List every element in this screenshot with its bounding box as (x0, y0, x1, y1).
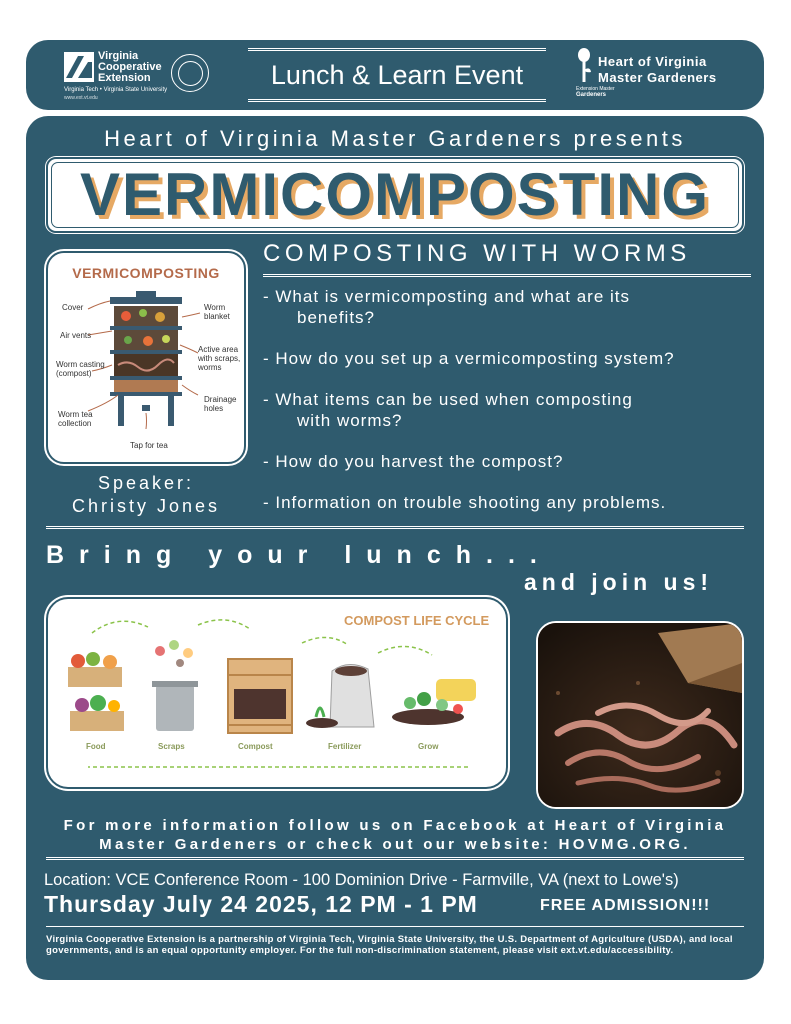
section-divider (46, 926, 744, 927)
title-box (46, 157, 744, 233)
worms-in-soil-photo (536, 621, 744, 809)
label-blanket: Worm blanket (204, 303, 230, 321)
topic-text: - How do you harvest the compost? (263, 452, 564, 471)
bring-lunch-text: Bring your lunch... (46, 541, 552, 569)
topic-item (263, 348, 763, 369)
follow-line: Master Gardeners or check out our website: HOVMG.ORG. (99, 836, 691, 853)
topic-item (263, 451, 763, 472)
label-worm-casting: Worm casting (compost) (56, 360, 105, 378)
label-worm-tea: Worm tea collection (58, 410, 93, 428)
subtitle: COMPOSTING WITH WORMS (263, 240, 751, 277)
stage-label: Food (86, 742, 106, 751)
stage-label: Compost (238, 742, 273, 751)
topic-item (263, 286, 763, 328)
topic-item (263, 389, 763, 431)
label-active-area: Active area with scraps, worms (198, 345, 241, 372)
vce-logo-sub: Virginia Tech • Virginia State University (64, 87, 168, 93)
section-divider (46, 857, 744, 861)
vce-logo-mark-icon (64, 52, 94, 82)
worm-bin-diagram (46, 251, 246, 464)
stage-label: Fertilizer (328, 742, 362, 751)
topic-text: - Information on trouble shooting any problems. (263, 493, 667, 512)
date-time-text: Thursday July 24 2025, 12 PM - 1 PM (44, 891, 478, 917)
hovmg-mark-small: Extension Master (576, 86, 615, 92)
label-cover: Cover (62, 303, 84, 312)
event-title: Lunch & Learn Event (270, 60, 524, 90)
topic-text: - What is vermicomposting and what are its (263, 287, 631, 306)
diagram-title: VERMICOMPOSTING (72, 265, 220, 281)
compost-life-cycle-diagram (46, 597, 508, 789)
speaker-label: Speaker: (97, 473, 195, 493)
topic-text: - How do you set up a vermicomposting system? (263, 349, 675, 368)
admission-text: FREE ADMISSION!!! (540, 897, 711, 914)
main-title: VERMICOMPOSTING (79, 161, 711, 228)
label-air-vents: Air vents (60, 331, 92, 340)
compost-cycle-illustration-icon (48, 599, 506, 787)
presenter-line: Heart of Virginia Master Gardeners presents (104, 126, 686, 151)
leaf-figure-icon (576, 48, 592, 84)
topic-item (263, 492, 763, 513)
event-title-frame (248, 48, 546, 102)
hovmg-name-line2: Master Gardeners (598, 70, 717, 85)
follow-line: For more information follow us on Facebook at Heart of Virginia (63, 817, 727, 834)
worms-in-soil-image-icon (538, 623, 742, 807)
location-text: Location: VCE Conference Room - 100 Dominion Drive - Farmville, VA (next to Lowe's) (44, 871, 679, 889)
speaker-block (46, 472, 246, 518)
hovmg-mark-label: Gardeners (576, 92, 607, 98)
label-drainage: Drainage holes (204, 395, 237, 413)
hovmg-name-line1: Heart of Virginia (598, 54, 707, 69)
stage-label: Scraps (158, 742, 185, 751)
stage-label: Grow (418, 742, 439, 751)
vce-logo-url: www.ext.vt.edu (64, 95, 98, 101)
hovmg-logo (576, 48, 758, 104)
topic-list (263, 286, 763, 533)
cycle-title: COMPOST LIFE CYCLE (344, 613, 490, 628)
follow-us-text (26, 816, 764, 854)
hovmg-name (598, 54, 717, 86)
header-banner (26, 40, 764, 110)
join-us-text: and join us! (524, 569, 714, 595)
disclaimer-text: Virginia Cooperative Extension is a partnership of Virginia Tech, Virginia State University, the U.S. Department of Agriculture (USDA), and local governments, and is an equal opportunity employer. For the full non-discrimination statement, please visit ext.vt.edu/accessibility. (46, 934, 733, 956)
topic-text-cont: benefits? (297, 308, 375, 327)
section-divider (46, 526, 744, 530)
label-tap: Tap for tea (130, 441, 168, 450)
vce-logo-name: Virginia Cooperative Extension (98, 50, 162, 84)
topic-text-cont: with worms? (297, 411, 403, 430)
speaker-name: Christy Jones (71, 496, 221, 516)
topic-text: - What items can be used when composting (263, 390, 633, 409)
university-seal-icon (171, 54, 209, 92)
flyer-panel (26, 116, 764, 980)
